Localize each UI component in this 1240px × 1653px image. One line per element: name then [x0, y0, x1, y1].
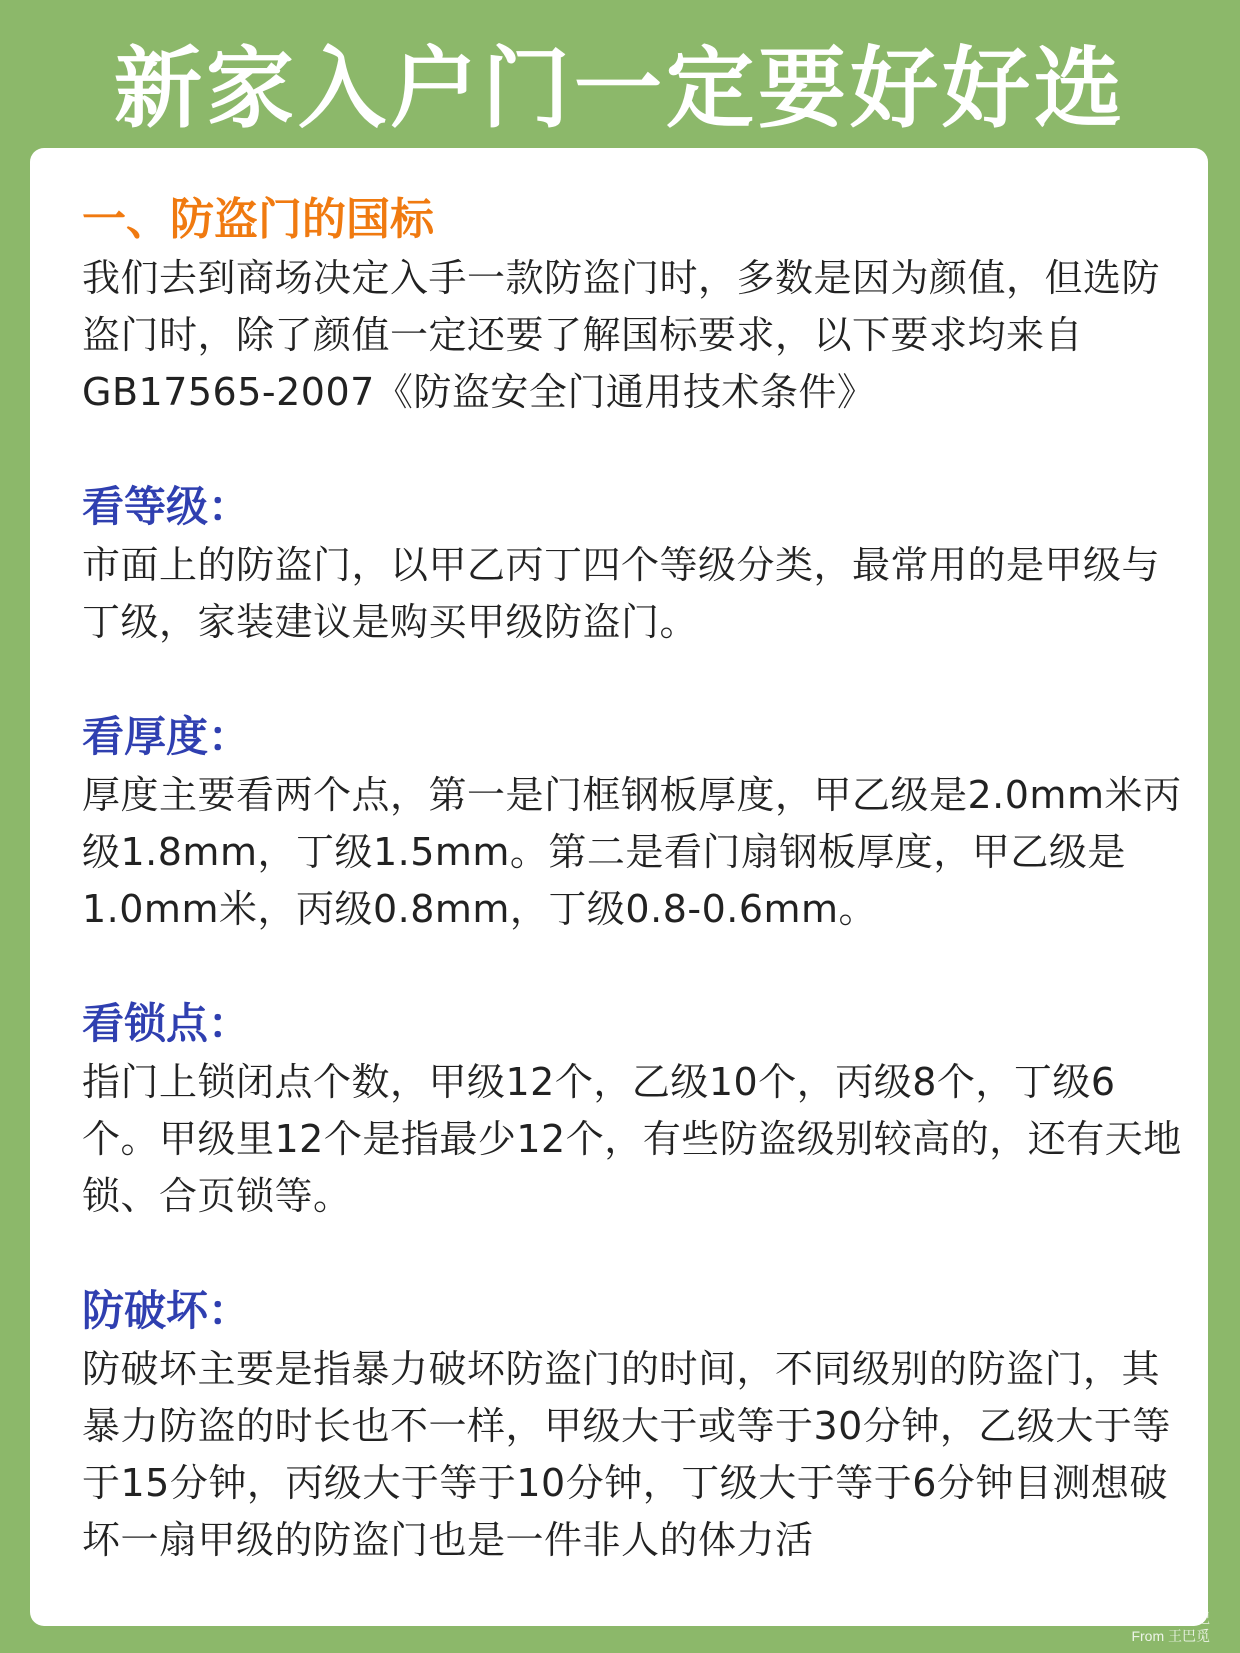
grade-text: 市面上的防盗门，以甲乙丙丁四个等级分类，最常用的是甲级与丁级，家装建议是购买甲级防盗门。 — [82, 543, 1161, 644]
section-heading: 一、防盗门的国标 — [82, 194, 434, 245]
anti-damage-heading: 防破坏： — [82, 1286, 251, 1335]
watermark — [1131, 1609, 1210, 1645]
grade-heading: 看等级： — [82, 482, 251, 531]
watermark-line1: 日记 — [1182, 1610, 1210, 1626]
thickness-heading: 看厚度： — [82, 712, 251, 761]
page-title: 新家入户门一定要好好选 — [113, 37, 1126, 140]
lock-points-heading: 看锁点： — [82, 999, 251, 1048]
watermark-line2: From 王巴觅 — [1131, 1628, 1210, 1644]
article-body — [82, 190, 1182, 1569]
anti-damage-text: 防破坏主要是指暴力破坏防盗门的时间，不同级别的防盗门，其暴力防盗的时长也不一样，甲级大于或等于30分钟，乙级大于等于15分钟，丙级大于等于10分钟，丁级大于等于6分钟目测想破坏一扇甲级的防盗门也是一件非人的体力活 — [82, 1347, 1171, 1562]
content-card — [30, 148, 1208, 1626]
section-intro: 我们去到商场决定入手一款防盗门时，多数是因为颜值，但选防盗门时，除了颜值一定还要了解国标要求，以下要求均来自GB17565-2007《防盗安全门通用技术条件》 — [82, 256, 1161, 414]
lock-points-text: 指门上锁闭点个数，甲级12个，乙级10个，丙级8个，丁级6个。甲级里12个是指最少12个，有些防盗级别较高的，还有天地锁、合页锁等。 — [82, 1060, 1182, 1218]
thickness-text: 厚度主要看两个点，第一是门框钢板厚度，甲乙级是2.0mm米丙级1.8mm，丁级1.5mm。第二是看门扇钢板厚度，甲乙级是1.0mm米，丙级0.8mm，丁级0.8-0.6mm。 — [82, 773, 1182, 931]
